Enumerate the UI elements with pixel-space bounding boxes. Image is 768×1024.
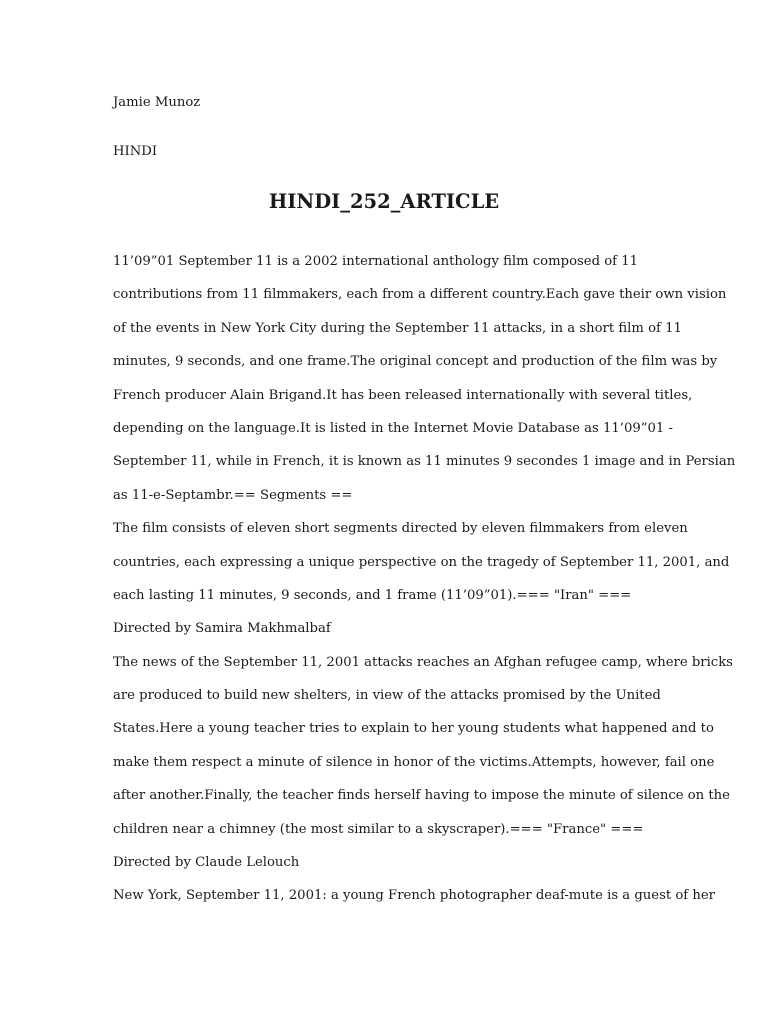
article-body: [113, 254, 736, 922]
text-line: minutes, 9 seconds, and one frame.The original concept and production of the film was by: [113, 354, 718, 370]
text-line: Directed by Claude Lelouch: [113, 855, 300, 871]
text-line: The news of the September 11, 2001 attacks reaches an Afghan refugee camp, where bricks: [113, 654, 733, 670]
document-title: HINDI_252_ARTICLE: [268, 190, 500, 213]
text-line: Directed by Samira Makhmalbaf: [113, 621, 331, 637]
text-line: The film consists of eleven short segments directed by eleven filmmakers from eleven: [113, 521, 688, 537]
text-line: September 11, while in French, it is known as 11 minutes 9 secondes 1 image and in Persian: [113, 454, 736, 470]
text-line: are produced to build new shelters, in view of the attacks promised by the United: [113, 688, 661, 704]
text-line: countries, each expressing a unique perspective on the tragedy of September 11, 2001, and: [113, 554, 730, 570]
text-line: each lasting 11 minutes, 9 seconds, and 1 frame (11’09”01).=== "Iran" ===: [113, 587, 632, 603]
text-line: contributions from 11 filmmakers, each from a different country.Each gave their own vision: [113, 287, 727, 303]
text-line: 11’09”01 September 11 is a 2002 international anthology film composed of 11: [113, 254, 639, 269]
text-line: children near a chimney (the most similar to a skyscraper).=== "France" ===: [113, 821, 644, 837]
course-name: HINDI: [113, 144, 158, 159]
text-line: French producer Alain Brigand.It has been released internationally with several titles,: [113, 387, 693, 403]
text-line: make them respect a minute of silence in honor of the victims.Attempts, however, fail one: [113, 754, 715, 770]
text-line: as 11-e-Septambr.== Segments ==: [113, 487, 353, 503]
text-line: of the events in New York City during the September 11 attacks, in a short film of 11: [113, 320, 682, 336]
text-line: depending on the language.It is listed in the Internet Movie Database as 11’09”01 -: [113, 420, 673, 436]
text-line: after another.Finally, the teacher finds herself having to impose the minute of silence on the: [113, 788, 730, 804]
author-name: Jamie Munoz: [113, 95, 201, 110]
text-line: States.Here a young teacher tries to explain to her young students what happened and to: [113, 721, 714, 737]
text-line: New York, September 11, 2001: a young French photographer deaf-mute is a guest of her: [113, 888, 715, 904]
